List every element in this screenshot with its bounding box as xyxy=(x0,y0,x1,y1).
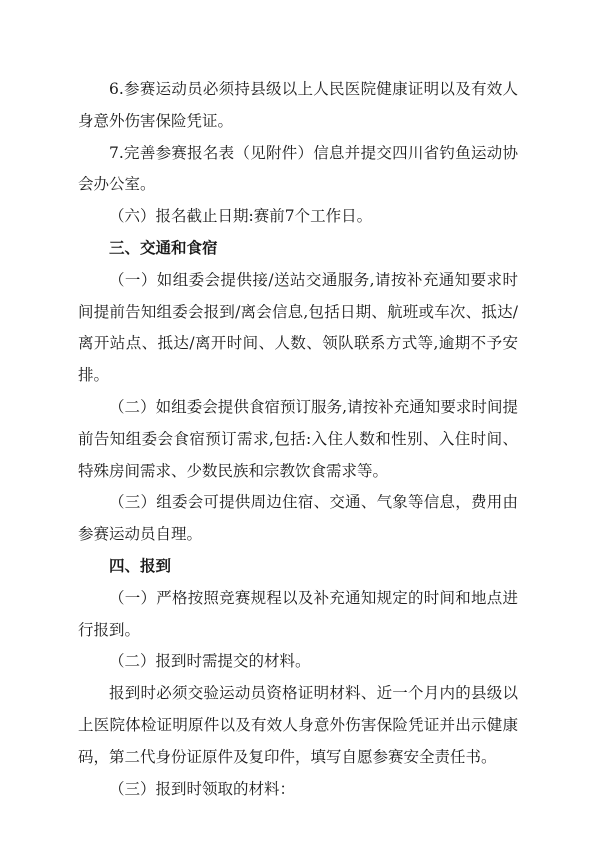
section-heading-check-in: 四、报到 xyxy=(109,556,172,575)
paragraph-registration-form: 7.完善参赛报名表（见附件）信息并提交四川省钓鱼运动协会办公室。 xyxy=(78,143,518,194)
paragraph-received-materials: （三）报到时领取的材料： xyxy=(109,779,296,798)
paragraph-nearby-info: （三）组委会可提供周边住宿、交通、气象等信息，费用由参赛运动员自理。 xyxy=(78,493,518,544)
document-page xyxy=(78,74,518,805)
paragraph-transport-service: （一）如组委会提供接/送站交通服务,请按补充通知要求时间提前告知组委会报到/离会信息,包括日期、航班或车次、抵达/离开站点、抵达/离开时间、人数、领队联系方式等,逾期不予安排。 xyxy=(78,270,518,385)
paragraph-check-in-materials: （二）报到时需提交的材料。 xyxy=(109,652,311,671)
paragraph-health-certificate: 6.参赛运动员必须持县级以上人民医院健康证明以及有效人身意外伤害保险凭证。 xyxy=(78,80,518,130)
paragraph-check-in-time: （一）严格按照竞赛规程以及补充通知规定的时间和地点进行报到。 xyxy=(78,588,518,639)
paragraph-check-in-requirements: 报到时必须交验运动员资格证明材料、近一个月内的县级以上医院体检证明原件以及有效人身意外伤害保险凭证并出示健康码，第二代身份证原件及复印件，填写自愿参赛安全责任书。 xyxy=(78,684,518,766)
paragraph-accommodation-booking: （二）如组委会提供食宿预订服务,请按补充通知要求时间提前告知组委会食宿预订需求,包括:入住人数和性别、入住时间、特殊房间需求、少数民族和宗教饮食需求等。 xyxy=(78,397,518,480)
section-heading-transport-accommodation: 三、交通和食宿 xyxy=(109,238,218,257)
paragraph-registration-deadline: （六）报名截止日期:赛前7个工作日。 xyxy=(109,207,373,226)
